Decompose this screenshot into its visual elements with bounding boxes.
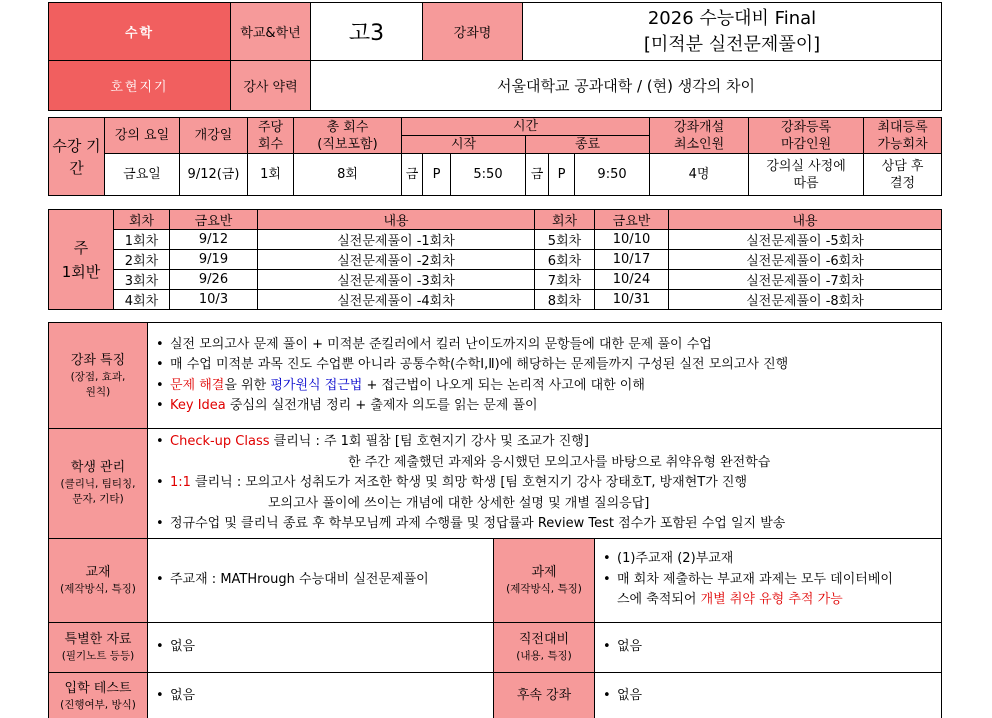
session-cell: 6회차 [535,250,595,270]
grade-value: 고3 [311,3,423,61]
total-count-header: 총 회수 (직보포함) [294,118,402,154]
course-header-table [48,2,942,111]
final-prep-content: • 없음 [595,622,942,672]
textbook-content: • 주교재 : MATHrough 수능대비 실전문제풀이 [148,538,494,622]
content-cell: 실전문제풀이 -3회차 [258,270,535,290]
management-line: 한 주간 제출했던 과제와 응시했던 모의고사를 바탕으로 취약유형 완전학습 [348,454,771,470]
start-date-value: 9/12(금) [180,154,248,196]
bio-label: 강사 약력 [231,61,311,111]
date-cell: 9/26 [170,270,258,290]
schedule-section-label: 주 1회반 [49,210,114,310]
session-header: 회차 [535,210,595,230]
feature-line: • 매 수업 미적분 과목 진도 수업뿐 아니라 공통수학(수학Ⅰ,Ⅱ)에 해당하는 문제들까지 구성된 실전 모의고사 진행 [156,357,789,372]
instructor-bio: 서울대학교 공과대학 / (현) 생각의 차이 [311,61,942,111]
subject-title: 수학 [49,3,231,61]
min-enrollment-value: 4명 [650,154,749,196]
min-enrollment-header: 강좌개설 최소인원 [650,118,749,154]
feature-line: • 실전 모의고사 문제 풀이 + 미적분 준킬러에서 킬러 난이도까지의 문항들에 대한 문제 풀이 수업 [156,336,712,352]
session-header: 회차 [114,210,170,230]
weekly-count-value: 1회 [248,154,294,196]
date-cell: 9/12 [170,230,258,250]
period-section-label: 수강 기간 [49,118,105,196]
date-cell: 9/19 [170,250,258,270]
time-header: 시간 [402,118,650,136]
special-material-content: • 없음 [148,622,494,672]
max-session-header: 최대등록 가능회차 [864,118,942,154]
course-name [523,3,942,61]
date-header: 금요반 [595,210,669,230]
deadline-value: 강의실 사정에 따름 [749,154,864,196]
total-count-value: 8회 [294,154,402,196]
features-label: 강좌 특징 (장점, 효과, 원칙) [49,323,148,429]
course-name-line2: [미적분 실전문제풀이] [643,33,821,55]
table-row [49,290,942,310]
schedule-table [48,209,942,310]
end-time-value: 9:50 [575,154,650,196]
table-row [49,270,942,290]
instructor-name: 호현지기 [49,61,231,111]
entrance-test-content: • 없음 [148,672,494,718]
end-day-value: 금 [526,154,549,196]
content-cell: 실전문제풀이 -2회차 [258,250,535,270]
weekly-count-header: 주당 회수 [248,118,294,154]
time-start-header: 시작 [402,136,526,154]
start-time-value: 5:50 [451,154,526,196]
time-end-header: 종료 [526,136,650,154]
school-grade-label: 학교&학년 [231,3,311,61]
content-cell: 실전문제풀이 -4회차 [258,290,535,310]
session-cell: 5회차 [535,230,595,250]
date-cell: 10/31 [595,290,669,310]
content-cell: 실전문제풀이 -1회차 [258,230,535,250]
features-content [148,323,942,429]
management-line: • Check-up Class 클리닉 : 주 1회 필참 [팀 호현지기 강사 및 조교가 진행] [156,434,589,449]
date-header: 금요반 [170,210,258,230]
followup-course-content: • 없음 [595,672,942,718]
entrance-test-label: 입학 테스트 (진행여부, 방식) [49,672,148,718]
feature-line: • 문제 해결을 위한 평가원식 접근법 + 접근법이 나오게 되는 논리적 사고에 대한 이해 [156,377,645,393]
management-line: • 1:1 클리닉 : 모의고사 성취도가 저조한 학생 및 희망 학생 [팀 호현지기 강사 장태호T, 방재현T가 진행 [156,475,748,490]
session-cell: 3회차 [114,270,170,290]
date-cell: 10/3 [170,290,258,310]
session-cell: 1회차 [114,230,170,250]
course-details-table [48,322,942,718]
management-line: 모의고사 풀이에 쓰이는 개념에 대한 상세한 설명 및 개별 질의응답] [268,495,650,511]
session-cell: 8회차 [535,290,595,310]
end-ampm-value: P [549,154,575,196]
table-row [49,230,942,250]
max-session-value: 상담 후 결정 [864,154,942,196]
final-prep-label: 직전대비 (내용, 특징) [494,622,595,672]
special-material-label: 특별한 자료 (필기노트 등등) [49,622,148,672]
session-cell: 2회차 [114,250,170,270]
day-header: 강의 요일 [105,118,180,154]
content-header: 내용 [258,210,535,230]
start-day-value: 금 [402,154,423,196]
assignment-content: • (1)주교재 (2)부교재 • 매 회차 제출하는 부교재 과제는 모두 데이터베이 스에 축적되어 개별 취약 유형 추적 가능 [595,538,942,622]
feature-line: • Key Idea 중심의 실전개념 정리 + 출제자 의도를 읽는 문제 풀이 [156,398,538,413]
table-row [49,250,942,270]
management-line: • 정규수업 및 클리닉 종료 후 학부모님께 과제 수행률 및 정답률과 Review Test 점수가 포함된 수업 일지 발송 [156,516,786,531]
management-content [148,429,942,539]
textbook-label: 교재 (제작방식, 특징) [49,538,148,622]
session-cell: 4회차 [114,290,170,310]
course-period-table [48,117,942,196]
day-value: 금요일 [105,154,180,196]
content-cell: 실전문제풀이 -6회차 [669,250,942,270]
course-name-line1: 2026 수능대비 Final [647,7,817,29]
content-cell: 실전문제풀이 -5회차 [669,230,942,250]
deadline-header: 강좌등록 마감인원 [749,118,864,154]
followup-course-label: 후속 강좌 [494,672,595,718]
start-date-header: 개강일 [180,118,248,154]
content-cell: 실전문제풀이 -7회차 [669,270,942,290]
session-cell: 7회차 [535,270,595,290]
date-cell: 10/24 [595,270,669,290]
course-name-label: 강좌명 [423,3,523,61]
assignment-label: 과제 (제작방식, 특징) [494,538,595,622]
date-cell: 10/17 [595,250,669,270]
content-header: 내용 [669,210,942,230]
content-cell: 실전문제풀이 -8회차 [669,290,942,310]
date-cell: 10/10 [595,230,669,250]
management-label: 학생 관리 (클리닉, 팀티칭, 문자, 기타) [49,429,148,539]
start-ampm-value: P [423,154,451,196]
